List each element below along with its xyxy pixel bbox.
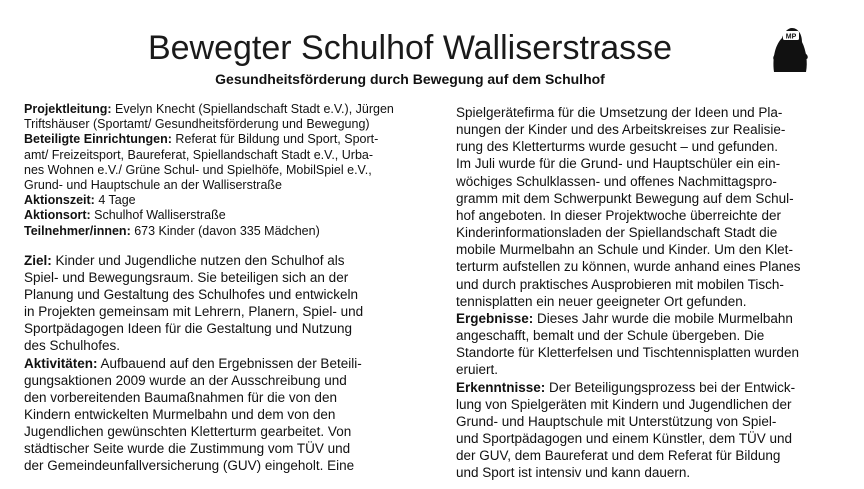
info-aktionszeit: Aktionszeit: 4 Tage <box>24 193 136 208</box>
ziel-line-3: Planung und Gestaltung des Schulhofes und entwickeln <box>24 287 358 303</box>
fortsetzung-line-2: nungen der Kinder und des Arbeitskreises zur Realisie- <box>456 122 786 138</box>
aktivitaeten-line-1: Aktivitäten: Aufbauend auf den Ergebnissen der Beteili- <box>24 355 362 371</box>
erkenntnisse-line-3: Grund- und Hauptschule mit Unterstützung von Spiel- <box>456 413 777 429</box>
fortsetzung-line-9: mobile Murmelbahn an Schule und Kinder. Um den Klet- <box>456 242 793 258</box>
ziel-line-5: Sportpädagogen Ideen für die Gestaltung und Nutzung <box>24 321 352 337</box>
info-projektleitung-line-1: Projektleitung: Evelyn Knecht (Spiellandschaft Stadt e.V.), Jürgen <box>24 102 394 116</box>
ergebnisse-line-4: eruiert. <box>456 362 499 378</box>
erkenntnisse-line-2: lung von Spielgeräten mit Kindern und Jugendlichen der <box>456 396 792 412</box>
logo-text: MP <box>785 33 797 41</box>
ergebnisse-line-2: angeschafft, bemalt und der Schule übergeben. Die <box>456 328 765 344</box>
aktivitaeten-line-6: städtischer Seite wurde die Zustimmung vom TÜV und <box>24 441 351 457</box>
fortsetzung-line-12: tennisplatten ein neuer geeigneter Ort gefunden. <box>456 293 747 309</box>
aktivitaeten-line-3: den vorbereitenden Baumaßnahmen für die von den <box>24 389 337 405</box>
info-einrichtungen-line-4: Grund- und Hauptschule an der Walliserstraße <box>24 178 282 193</box>
aktivitaeten-line-7: der Gemeindeunfallversicherung (GUV) eingeholt. Eine <box>24 458 355 474</box>
erkenntnisse-line-4: und Sportpädagogen und einem Künstler, dem TÜV und <box>456 430 792 446</box>
aktivitaeten-line-2: gungsaktionen 2009 wurde an der Ausschreibung und <box>24 372 347 388</box>
ziel-line-2: Spiel- und Bewegungsraum. Sie beteiligen sich an der <box>24 270 349 286</box>
info-projektleitung-line-2: Triftshäuser (Sportamt/ Gesundheitsförderung und Bewegung) <box>24 117 370 132</box>
project-info <box>24 102 424 239</box>
fortsetzung-line-4: Im Juli wurde für die Grund- und Hauptschüler ein ein- <box>456 156 781 172</box>
info-aktionsort: Aktionsort: Schulhof Walliserstraße <box>24 208 226 223</box>
fortsetzung-line-10: terturm aufstellen zu können, wurde anhand eines Planes <box>456 259 801 275</box>
info-einrichtungen-line-3: nes Wohnen e.V./ Grüne Schul- und Spielhöfe, MobilSpiel e.V., <box>24 162 372 177</box>
fortsetzung-line-3: rung des Kletterturms wurde gesucht – und gefunden. <box>456 139 778 155</box>
erkenntnisse-line-6: und Sport ist intensiv und kann dauern. <box>456 465 691 481</box>
aktivitaeten-line-4: Kindern entwickelten Murmelbahn und dem von den <box>24 406 336 422</box>
left-column-body <box>24 252 424 474</box>
fortsetzung-line-1: Spielgerätefirma für die Umsetzung der Ideen und Pla- <box>456 105 783 120</box>
info-einrichtungen-line-1: Beteiligte Einrichtungen: Referat für Bildung und Sport, Sport- <box>24 132 379 147</box>
fortsetzung-line-11: und durch praktisches Ausprobieren mit mobilen Tisch- <box>456 276 784 292</box>
fortsetzung-line-7: hof angeboten. In dieser Projektwoche überreichte der <box>456 207 781 223</box>
ziel-line-1: Ziel: Kinder und Jugendliche nutzen den Schulhof als <box>24 253 345 268</box>
mole-logo-icon <box>770 22 810 74</box>
page-title: Bewegter Schulhof Walliserstrasse <box>147 29 673 67</box>
erkenntnisse-line-5: der GUV, dem Baureferat und dem Referat für Bildung <box>456 448 781 464</box>
aktivitaeten-line-5: Jugendlichen gewünschten Kletterturm gearbeitet. Von <box>24 423 352 439</box>
fortsetzung-line-5: wöchiges Schulklassen- und offenes Nachmittagspro- <box>456 173 777 189</box>
ziel-line-6: des Schulhofes. <box>24 338 121 354</box>
right-column-body <box>456 104 846 481</box>
ergebnisse-line-3: Standorte für Kletterfelsen und Tischtennisplatten wurden <box>456 345 799 361</box>
ziel-line-4: in Projekten gemeinsam mit Lehrern, Planern, Spiel- und <box>24 304 364 320</box>
ergebnisse-line-1: Ergebnisse: Dieses Jahr wurde die mobile Murmelbahn <box>456 310 793 326</box>
erkenntnisse-line-1: Erkenntnisse: Der Beteiligungsprozess bei der Entwick- <box>456 379 796 395</box>
info-einrichtungen-line-2: amt/ Freizeitsport, Baureferat, Spiellandschaft Stadt e.V., Urba- <box>24 147 374 162</box>
fortsetzung-line-6: gramm mit dem Schwerpunkt Bewegung auf dem Schul- <box>456 190 794 206</box>
fortsetzung-line-8: Kinderinformationsladen der Spiellandschaft Stadt die <box>456 225 778 241</box>
info-teilnehmer: Teilnehmer/innen: 673 Kinder (davon 335 Mädchen) <box>24 223 320 238</box>
page-subtitle: Gesundheitsförderung durch Bewegung auf dem Schulhof <box>215 71 605 87</box>
